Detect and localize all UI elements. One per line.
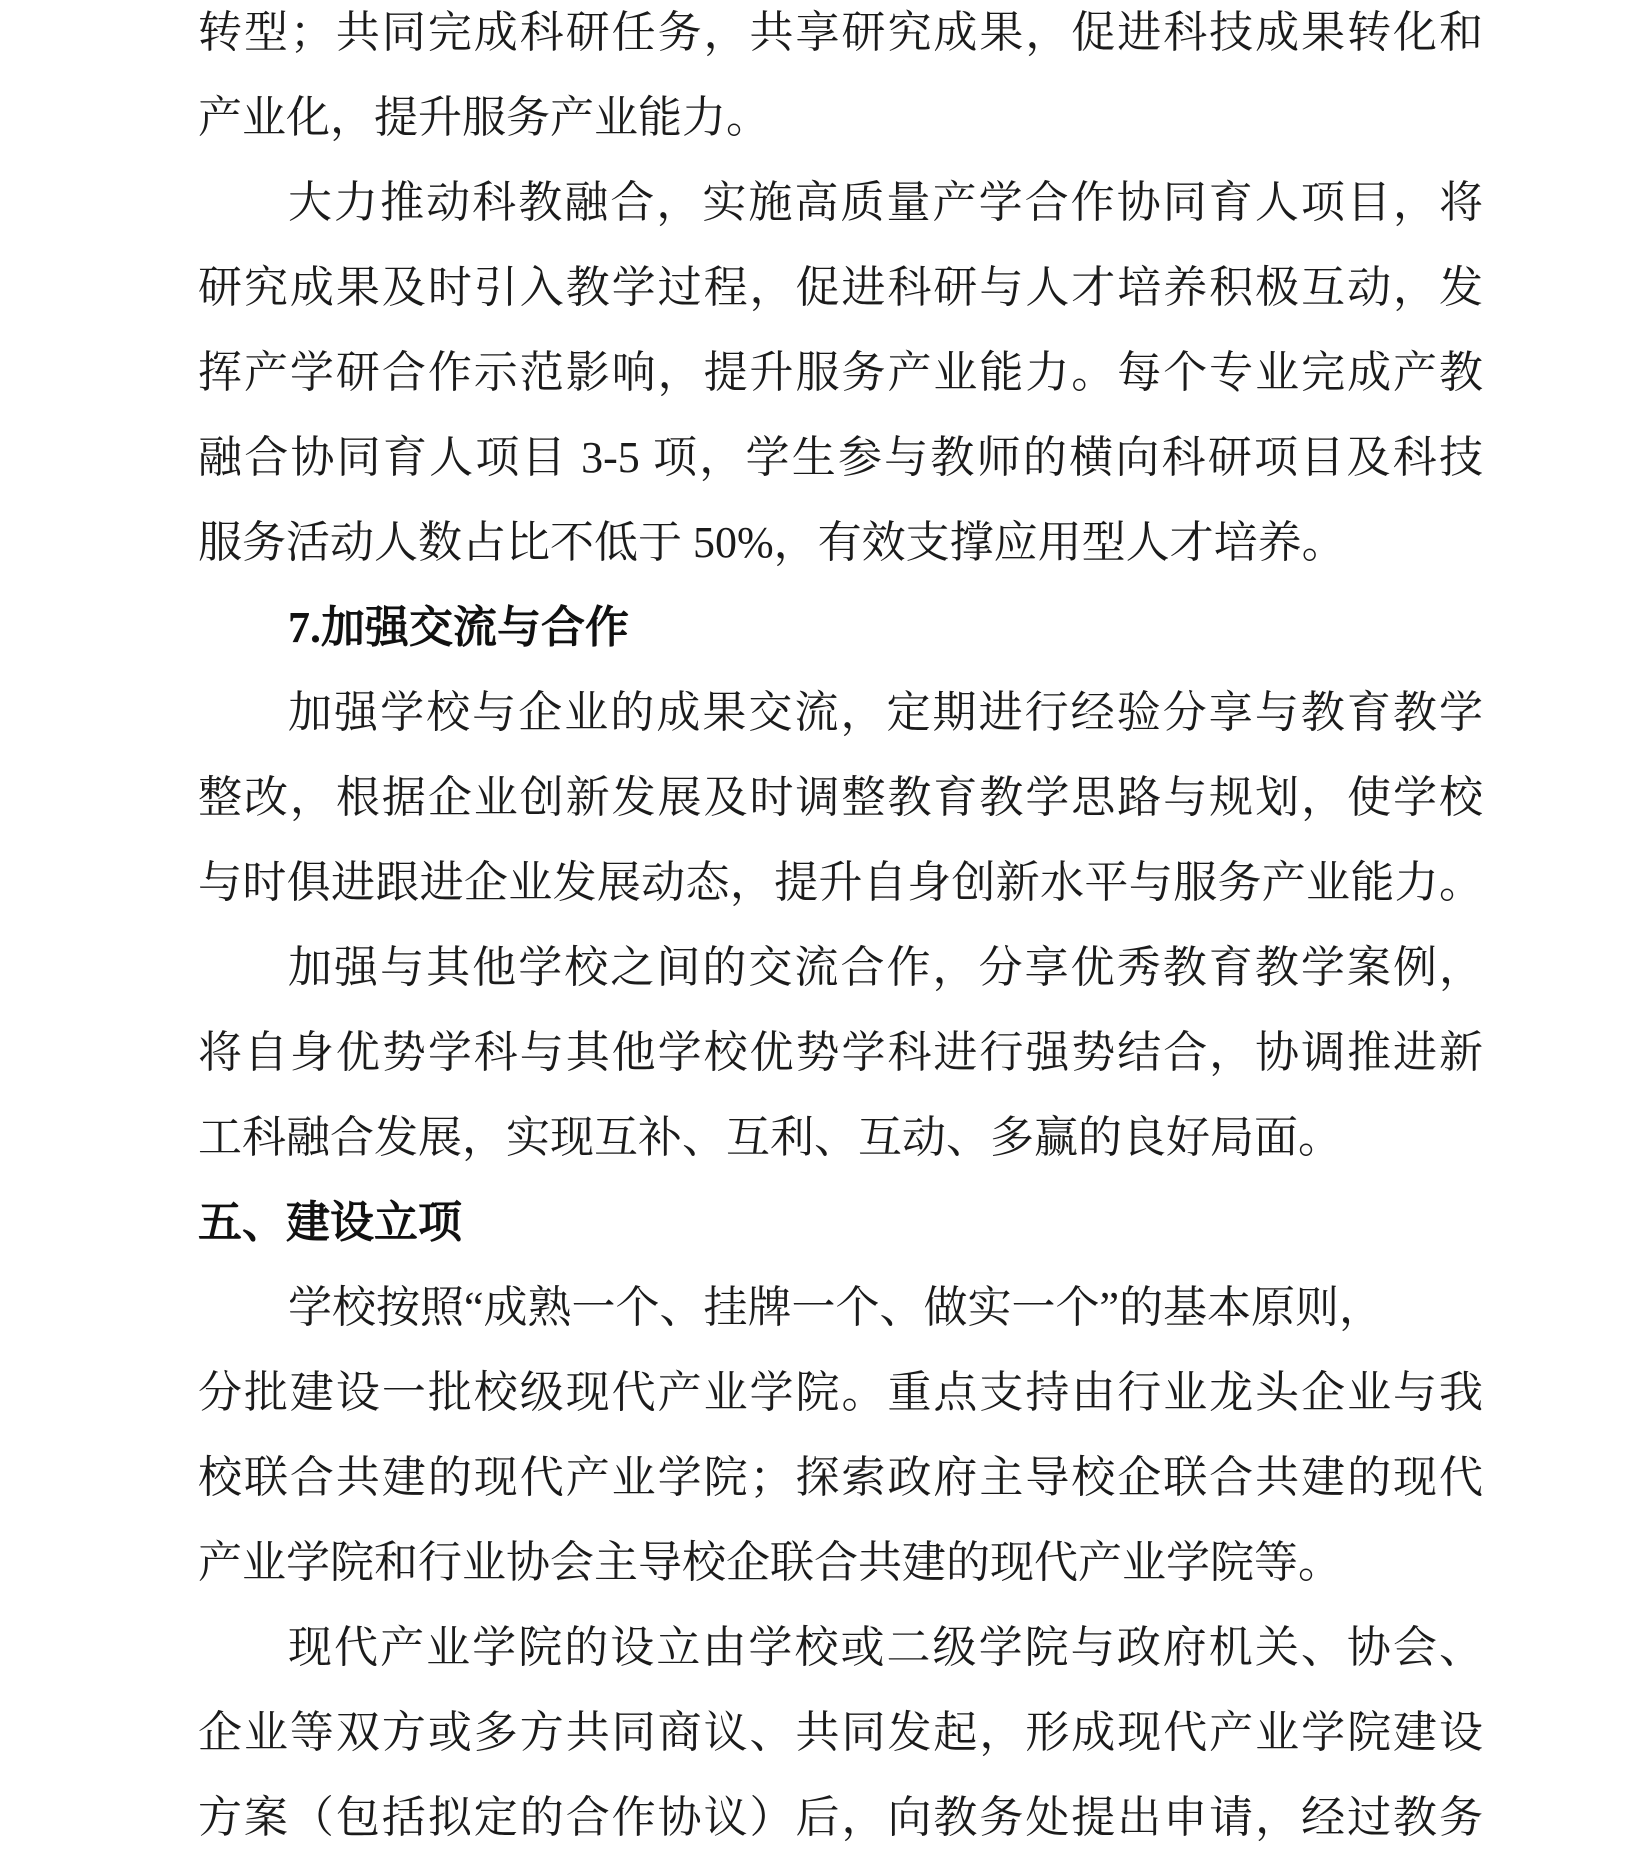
- text-line: 工科融合发展，实现互补、互利、互动、多赢的良好局面。: [198, 1113, 1342, 1162]
- text-line: 方案（包括拟定的合作协议）后，向教务处提出申请，经过教务: [198, 1793, 1483, 1842]
- text-line: 与时俱进跟进企业发展动态，提升自身创新水平与服务产业能力。: [198, 858, 1483, 907]
- text-line: 将自身优势学科与其他学校优势学科进行强势结合，协调推进新: [198, 1028, 1483, 1077]
- text-line: 融合协同育人项目 3-5 项，学生参与教师的横向科研项目及科技: [198, 433, 1483, 482]
- text-line: 校联合共建的现代产业学院；探索政府主导校企联合共建的现代: [198, 1453, 1483, 1502]
- text-line: 转型；共同完成科研任务，共享研究成果，促进科技成果转化和: [198, 8, 1483, 57]
- text-line: 大力推动科教融合，实施高质量产学合作协同育人项目，将: [288, 178, 1483, 227]
- text-line: 学校按照“成熟一个、挂牌一个、做实一个”的基本原则，: [288, 1283, 1384, 1332]
- text-line: 加强学校与企业的成果交流，定期进行经验分享与教育教学: [288, 688, 1483, 737]
- text-line: 整改，根据企业创新发展及时调整教育教学思路与规划，使学校: [198, 773, 1483, 822]
- sub-heading: 7.加强交流与合作: [288, 603, 629, 652]
- text-line: 加强与其他学校之间的交流合作，分享优秀教育教学案例，: [288, 943, 1483, 992]
- text-line: 挥产学研合作示范影响，提升服务产业能力。每个专业完成产教: [198, 348, 1483, 397]
- section-heading: 五、建设立项: [198, 1198, 462, 1247]
- text-line: 产业化，提升服务产业能力。: [198, 93, 770, 142]
- text-block: [198, 0, 1483, 1860]
- text-line: 企业等双方或多方共同商议、共同发起，形成现代产业学院建设: [198, 1708, 1483, 1757]
- text-line: 服务活动人数占比不低于 50%，有效支撑应用型人才培养。: [198, 518, 1346, 567]
- text-line: 现代产业学院的设立由学校或二级学院与政府机关、协会、: [288, 1623, 1483, 1672]
- text-line: 研究成果及时引入教学过程，促进科研与人才培养积极互动，发: [198, 263, 1483, 312]
- text-line: 分批建设一批校级现代产业学院。重点支持由行业龙头企业与我: [198, 1368, 1483, 1417]
- text-line: 产业学院和行业协会主导校企联合共建的现代产业学院等。: [198, 1538, 1342, 1587]
